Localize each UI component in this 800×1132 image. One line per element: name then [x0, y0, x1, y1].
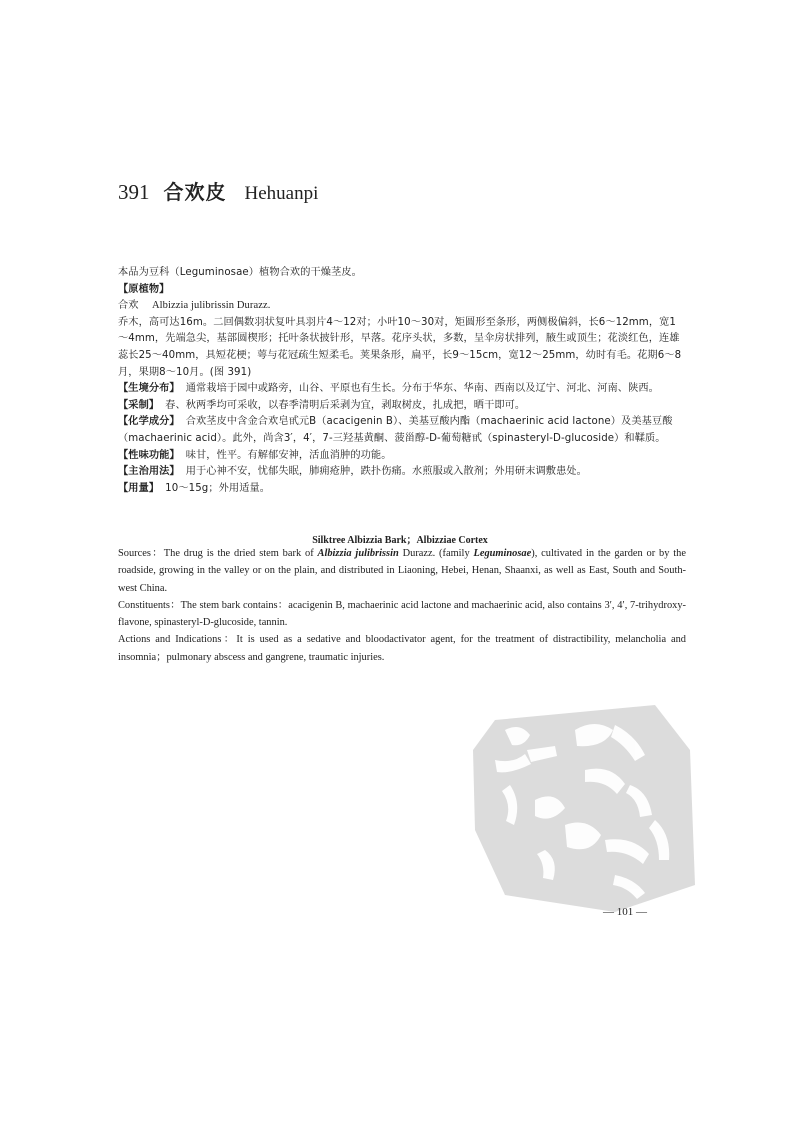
- sources-family: Leguminosae: [473, 548, 532, 559]
- chemistry-section: [118, 414, 683, 447]
- collection-section: [118, 398, 683, 415]
- habitat-section: [118, 381, 683, 398]
- nature-text: 味甘，性平。有解郁安神，活血消肿的功能。: [185, 449, 392, 461]
- dosage-text: 10～15g；外用适量。: [165, 482, 271, 494]
- nature-section: [118, 448, 683, 465]
- habitat-label: 【生境分布】: [118, 383, 180, 395]
- sources-paragraph: [118, 545, 686, 597]
- entry-title: [118, 176, 318, 205]
- collection-text: 春、秋两季均可采收，以春季清明后采剥为宜，剥取树皮，扎成把，晒干即可。: [165, 399, 526, 411]
- chemistry-text: 合欢茎皮中含金合欢皂甙元B（acacigenin B）、美基豆酸内酯（machaerinic acid lactone）及美基豆酸（machaerinic acid）。此外，尚含3′，4′，7-三羟基黄酮、菠甾醇-D-葡萄糖甙（spinasteryl-D-glucoside）和鞣质。: [118, 416, 673, 444]
- english-heading: Silktree Albizzia Bark；Albizziae Cortex: [312, 535, 488, 546]
- constituents-paragraph: Constituents：The stem bark contains：acacigenin B, machaerinic acid lactone and machaerinic acid, also contains 3′, 4′, 7-trihydroxy-flavone, spinasteryl-D-glucoside, tannin.: [118, 599, 686, 629]
- chemistry-label: 【化学成分】: [118, 416, 180, 428]
- seal-watermark: [465, 690, 700, 915]
- sources-species: Albizzia julibrissin: [317, 548, 399, 559]
- usage-section: [118, 464, 683, 481]
- nature-label: 【性味功能】: [118, 449, 180, 461]
- original-plant-header: 【原植物】: [118, 283, 170, 295]
- plant-description: 乔木，高可达16m。二回偶数羽状复叶具羽片4～12对；小叶10～30对，矩圆形至条形，两侧极偏斜，长6～12mm，宽1～4mm，先端急尖，基部圆楔形；托叶条状披针形，早落。花序头状，多数，呈伞房状排列，腋生或顶生；花淡红色，连雄蕊长25～40mm，具短花梗；萼与花冠疏生短柔毛。荚果条形，扁平，长9～15cm，宽12～25mm，幼时有毛。花期6～8月，果期8～10月。(图 391): [118, 316, 682, 378]
- sources-text-b: Durazz. (family: [398, 548, 474, 559]
- sources-text-c: ), cultivated in the garden or by the roadside, growing in the valley or on the plain, and distributed in Liaoning, Hebei, Henan, Shaanxi, as well as East, South and South-west China.: [118, 548, 686, 594]
- collection-label: 【采制】: [118, 399, 160, 411]
- actions-paragraph: Actions and Indications：It is used as a sedative and bloodactivator agent, for the treatment of distractibility, melancholia and insomnia；pulmonary abscess and gangrene, traumatic injuries.: [118, 634, 686, 663]
- plant-name-line: [118, 298, 683, 315]
- usage-text: 用于心神不安，忧郁失眠，肺痈疮肿，跌扑伤痛。水煎服或入散剂；外用研末调敷患处。: [185, 466, 587, 478]
- dosage-label: 【用量】: [118, 482, 160, 494]
- page-number: — 101 —: [603, 906, 647, 918]
- habitat-text: 通常栽培于园中或路旁，山谷、平原也有生长。分布于华东、华南、西南以及辽宁、河北、河南、陕西。: [185, 383, 659, 395]
- usage-label: 【主治用法】: [118, 466, 180, 478]
- dosage-section: [118, 481, 683, 498]
- chinese-description: [118, 265, 683, 497]
- plant-name-latin: Albizzia julibrissin Durazz.: [151, 300, 271, 312]
- plant-name-cn: 合欢: [118, 300, 139, 312]
- entry-title-pinyin: Hehuanpi: [244, 183, 319, 204]
- entry-title-chinese: 合欢皮: [163, 180, 227, 204]
- english-description: [118, 545, 686, 666]
- sources-text-a: Sources：The drug is the dried stem bark of: [118, 548, 318, 559]
- entry-number: 391: [118, 180, 150, 204]
- intro-paragraph: 本品为豆科（Leguminosae）植物合欢的干燥茎皮。: [118, 267, 362, 278]
